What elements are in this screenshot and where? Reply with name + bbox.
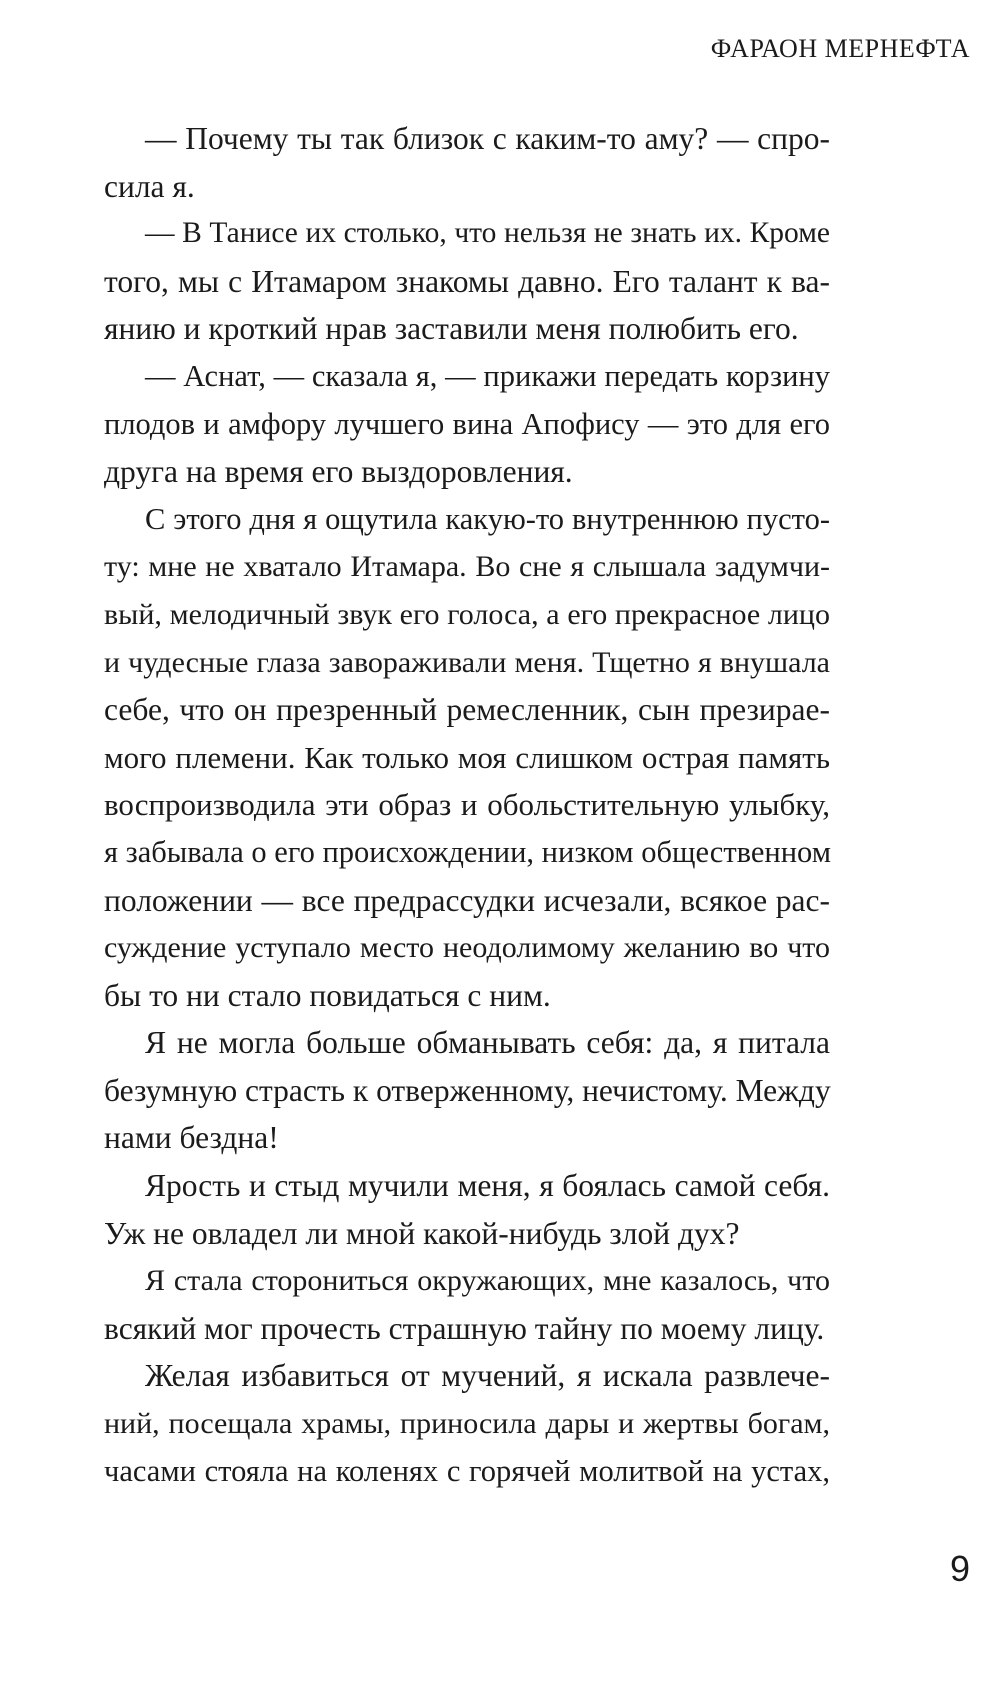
- text-line: суждение уступало место неодолимому желанию во что: [104, 931, 830, 965]
- text-line: сила я.: [104, 168, 195, 204]
- text-line: и чудесные глаза завораживали меня. Тщетно я внушала: [104, 645, 830, 679]
- running-head-title: ФАРАОН МЕРНЕФТА: [710, 34, 970, 63]
- text-line: вый, мелодичный звук его голоса, а его прекрасное лицо: [104, 597, 830, 631]
- text-line: мого племени. Как только моя слишком острая память: [104, 739, 830, 775]
- text-line: Уж не овладел ли мной какой-нибудь злой дух?: [104, 1215, 740, 1251]
- text-line: безумную страсть к отверженному, нечистому. Между: [104, 1072, 831, 1108]
- text-line: янию и кроткий нрав заставили меня полюбить его.: [104, 311, 799, 347]
- text-line: нами бездна!: [104, 1120, 279, 1156]
- text-line: ний, посещала храмы, приносила дары и жертвы богам,: [104, 1407, 830, 1441]
- text-line: Ярость и стыд мучили меня, я боялась самой себя.: [145, 1168, 830, 1204]
- text-line: того, мы с Итамаром знакомы давно. Его талант к ва-: [104, 263, 830, 299]
- text-line: себе, что он презренный ремесленник, сын презирае-: [104, 692, 830, 728]
- text-line: Я не могла больше обманывать себя: да, я питала: [145, 1025, 830, 1061]
- text-line: плодов и амфору лучшего вина Апофису — это для его: [104, 406, 830, 441]
- text-line: я забывала о его происхождении, низком общественном: [104, 834, 832, 869]
- text-line: воспроизводила эти образ и обольстительную улыбку,: [104, 787, 830, 823]
- text-line: Желая избавиться от мучений, я искала развлече-: [145, 1358, 830, 1394]
- text-line: друга на время его выздоровления.: [104, 454, 573, 490]
- text-line: ту: мне не хватало Итамара. Во сне я слышала задумчи-: [104, 550, 830, 584]
- text-line: всякий мог прочесть страшную тайну по моему лицу.: [104, 1310, 825, 1346]
- page-number: 9: [949, 1548, 970, 1589]
- text-line: бы то ни стало повидаться с ним.: [104, 977, 551, 1013]
- text-line: — Почему ты так близок с каким-то аму? — спро-: [145, 121, 830, 156]
- text-line: часами стояла на коленях с горячей молитвой на устах,: [104, 1453, 830, 1488]
- text-line: положении — все предрассудки исчезали, всякое рас-: [104, 882, 830, 918]
- text-line: — Аснат, — сказала я, — прикажи передать корзину: [145, 358, 830, 393]
- text-line: Я стала сторониться окружающих, мне казалось, что: [145, 1264, 830, 1298]
- text-line: С этого дня я ощутила какую-то внутреннюю пусто-: [145, 501, 830, 536]
- text-line: — В Танисе их столько, что нельзя не знать их. Кроме: [145, 217, 830, 250]
- body-text: [104, 115, 830, 1495]
